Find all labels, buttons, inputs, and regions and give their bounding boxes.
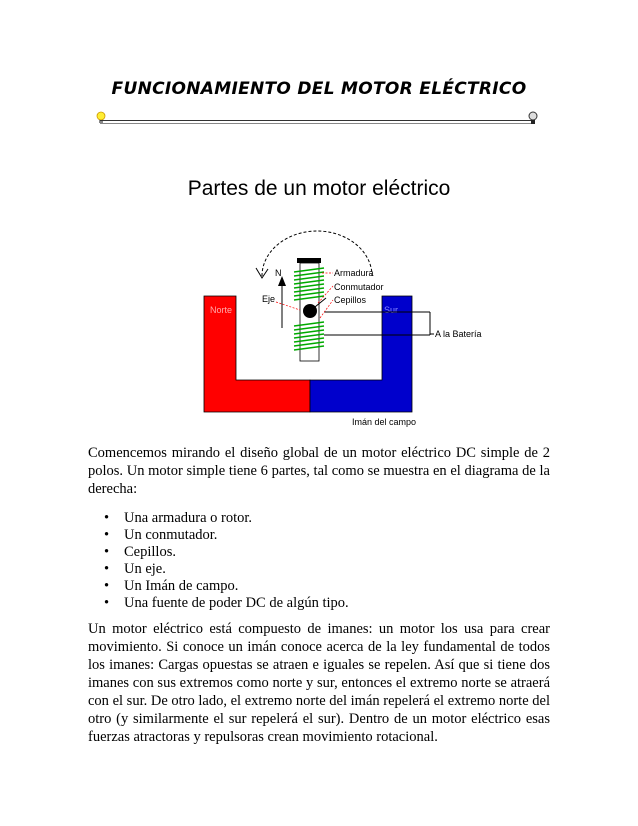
list-item: • Cepillos. (104, 544, 176, 560)
field-magnet-label: Imán del campo (352, 417, 417, 427)
lightbulb-icon (528, 111, 538, 125)
header-title: FUNCIONAMIENTO DEL MOTOR ELÉCTRICO (111, 79, 527, 99)
battery-label: A la Batería (435, 329, 482, 339)
north-label: Norte (210, 305, 233, 315)
motor-diagram (200, 218, 500, 430)
list-item: • Una armadura o rotor. (104, 510, 253, 526)
brushes-label: Cepillos (334, 295, 367, 305)
list-item: • Un eje. (104, 561, 166, 577)
intro-paragraph: Comencemos mirando el diseño global de un motor eléctrico DC simple de 2 polos. Un motor simple tiene 6 partes, tal como se muestra en el diagrama de la derecha: (88, 445, 550, 497)
list-item: • Una fuente de poder DC de algún tipo. (104, 595, 349, 611)
section-title: Partes de un motor eléctrico (187, 177, 451, 200)
parts-list (104, 510, 349, 612)
list-item: • Un Imán de campo. (104, 578, 239, 594)
list-item: • Un conmutador. (104, 527, 218, 543)
explanation-paragraph: Un motor eléctrico está compuesto de imanes: un motor los usa para crear movimiento. Si conoce un imán conoce acerca de la ley fundamental de todos los imanes: Cargas opuestas se atraen e iguales se repelen. Así que si tiene dos imanes con sus extremos como norte y sur, entonces el extremo norte se atraerá con el sur. De otro lado, el extremo norte del imán repelerá el extremo norte del otro (y similarmente el sur repelerá el sur). Dentro de un motor eléctrico esas fuerzas atractoras y repulsoras crean movimiento rotacional. (88, 621, 550, 745)
n-label: N (275, 268, 282, 278)
south-label: Sur (384, 305, 399, 315)
armature-label: Armadura (334, 268, 374, 278)
commutator-label: Conmutador (334, 282, 384, 292)
header-divider (100, 120, 532, 124)
axle-label: Eje (262, 294, 276, 304)
